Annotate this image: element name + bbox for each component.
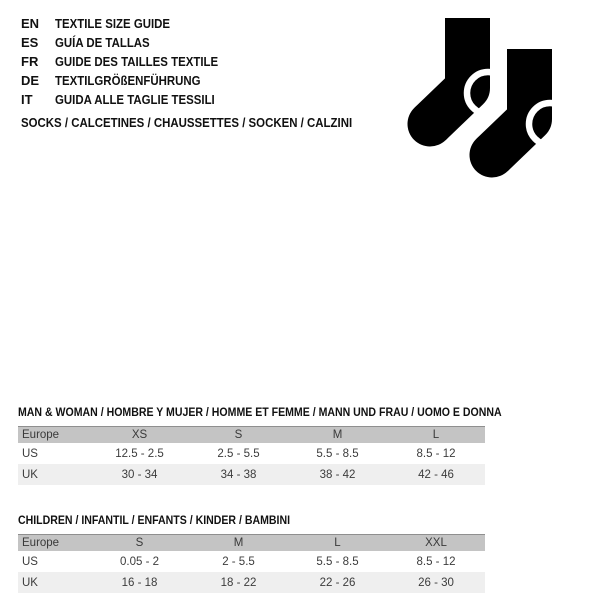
column-header: S: [135, 537, 144, 549]
table-row: [18, 443, 485, 464]
language-code: EN: [21, 16, 40, 31]
language-row-fr: [21, 52, 397, 71]
language-code: FR: [21, 54, 39, 69]
column-header: Europe: [22, 537, 60, 549]
size-table: [18, 426, 485, 485]
row-label: US: [22, 447, 38, 460]
socks-icon: [405, 5, 585, 185]
cell: 0.05 - 2: [120, 555, 159, 568]
column-header: Europe: [22, 429, 60, 441]
cell: 18 - 22: [220, 576, 257, 589]
language-row-de: [21, 71, 397, 90]
cell: 16 - 18: [121, 576, 158, 589]
column-header: S: [234, 429, 243, 441]
column-header: XS: [131, 429, 148, 441]
column-header: L: [334, 537, 341, 549]
language-label: GUIDE DES TAILLES TEXTILE: [55, 54, 219, 69]
language-code: ES: [21, 35, 39, 50]
cell: 5.5 - 8.5: [316, 555, 359, 568]
language-code: DE: [21, 73, 40, 88]
row-label: UK: [22, 576, 38, 589]
language-row-en: [21, 14, 397, 33]
cell: 5.5 - 8.5: [316, 447, 359, 460]
size-table: [18, 534, 485, 593]
cell: 26 - 30: [418, 576, 454, 589]
table-row: [18, 572, 485, 593]
language-code: IT: [21, 92, 33, 107]
language-list: [21, 14, 397, 132]
table-title: CHILDREN / INFANTIL / ENFANTS / KINDER / BAMBINI: [18, 513, 291, 527]
column-header: L: [432, 429, 440, 441]
table-row: [18, 464, 485, 485]
table-row: [18, 551, 485, 572]
column-header: XXL: [425, 537, 447, 549]
cell: 12.5 - 2.5: [115, 447, 164, 460]
cell: 42 - 46: [418, 468, 454, 481]
language-row-it: [21, 90, 397, 109]
cell: 2.5 - 5.5: [217, 447, 260, 460]
cell: 38 - 42: [319, 468, 356, 481]
row-label: UK: [22, 468, 38, 481]
cell: 2 - 5.5: [222, 555, 255, 568]
cell: 34 - 38: [220, 468, 257, 481]
cell: 30 - 34: [121, 468, 158, 481]
language-label: GUIDA ALLE TAGLIE TESSILI: [55, 92, 215, 107]
category-line: SOCKS / CALCETINES / CHAUSSETTES / SOCKEN / CALZINI: [21, 115, 353, 130]
column-header: M: [233, 537, 244, 549]
column-header: M: [332, 429, 343, 441]
language-label: TEXTILE SIZE GUIDE: [55, 16, 171, 31]
language-label: TEXTILGRÖßENFÜHRUNG: [55, 73, 201, 88]
cell: 8.5 - 12: [416, 447, 456, 460]
size-table-children: [18, 512, 485, 593]
cell: 8.5 - 12: [416, 555, 456, 568]
language-row-es: [21, 33, 397, 52]
table-header-row: [18, 427, 485, 444]
size-table-man-woman: [18, 404, 502, 485]
row-label: US: [22, 555, 38, 568]
table-title: MAN & WOMAN / HOMBRE Y MUJER / HOMME ET FEMME / MANN UND FRAU / UOMO E DONNA: [18, 405, 502, 419]
cell: 22 - 26: [319, 576, 356, 589]
language-label: GUÍA DE TALLAS: [55, 35, 150, 50]
table-header-row: [18, 535, 485, 552]
